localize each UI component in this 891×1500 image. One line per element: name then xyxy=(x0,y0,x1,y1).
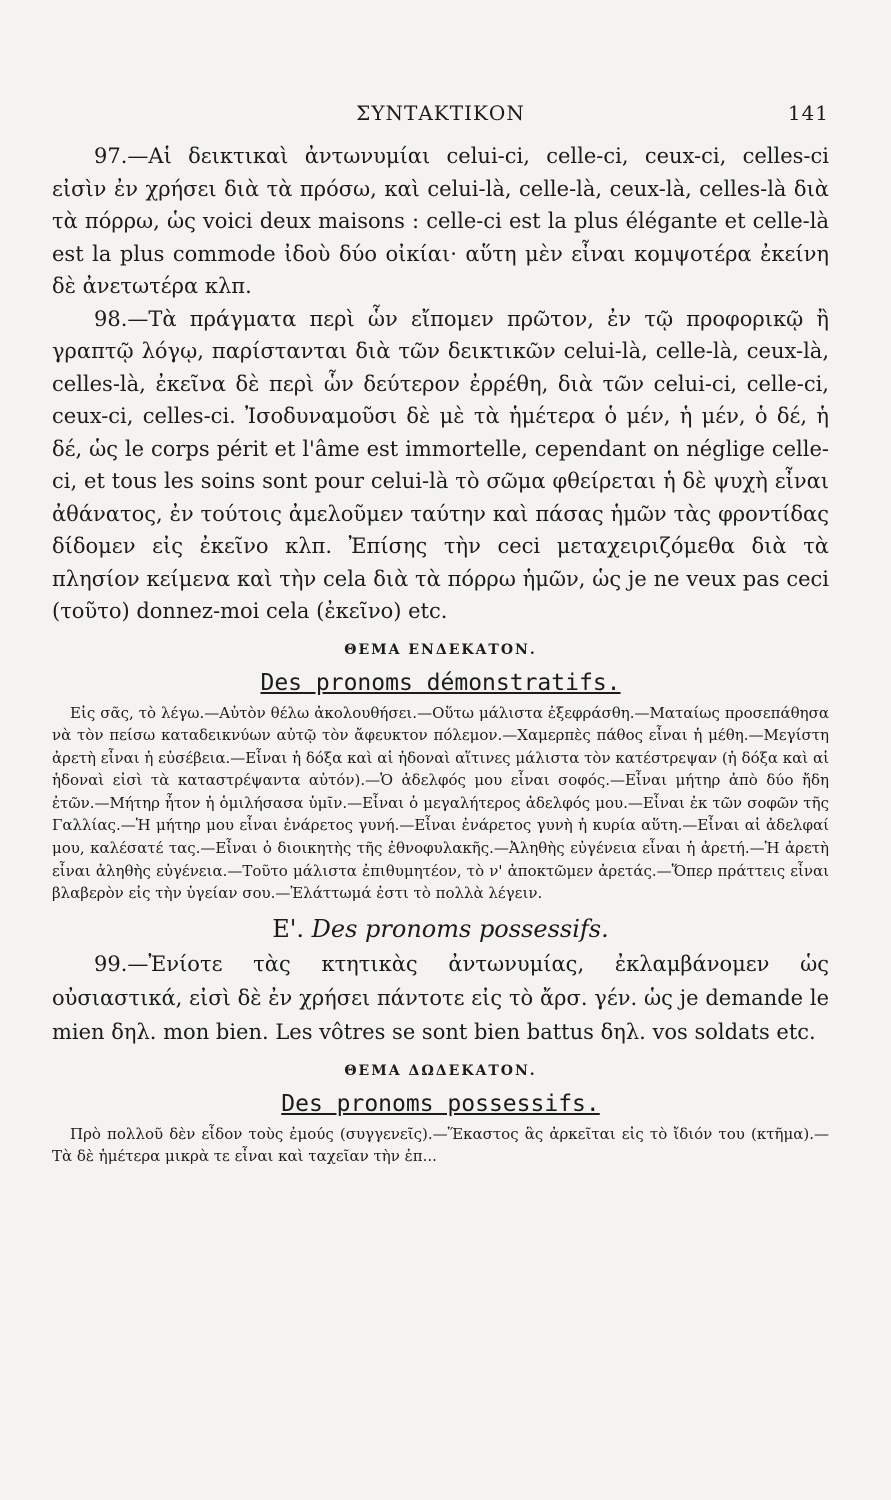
running-title: ΣΥΝΤΑΚΤΙΚΟΝ xyxy=(356,101,525,125)
page-body xyxy=(52,140,829,1178)
page-number: 141 xyxy=(787,101,829,125)
section-e-heading xyxy=(52,915,829,943)
thema-11-title: ΘΕΜΑ ΕΝΔΕΚΑΤΟΝ. xyxy=(344,641,537,658)
thema-11-exercise: Εἰς σᾶς, τὸ λέγω.—Αὐτὸν θέλω ἀκολουθήσει.—Οὕτω μάλιστα ἐξεφράσθη.—Ματαίως προσεπάθησα νὰ τὸν πείσω καταδεικνύων αὐτῷ τὸν ἄφευκτον πόλεμον.—Χαμερπὲς πάθος εἶναι ἡ μέθη.—Μεγίστη ἀρετὴ εἶναι ἡ εὐσέβεια.—Εἶναι ἡ δόξα καὶ αἱ ἡδοναὶ αἵτινες μάλιστα τὸν κατέστρεψαν (ἡ δόξα καὶ αἱ ἡδοναὶ εἰσὶ τὰ καταστρέψαντα αὐτόν).—Ὁ ἀδελφός μου εἶναι σοφός.—Εἶναι μήτηρ ἀπὸ δύο ἤδη ἐτῶν.—Μήτηρ ἦτον ἡ ὁμιλήσασα ὑμῖν.—Εἶναι ὁ μεγαλήτερος ἀδελφός μου.—Εἶναι ἐκ τῶν σοφῶν τῆς Γαλλίας.—Ἡ μήτηρ μου εἶναι ἐνάρετος γυνή.—Εἶναι ἐνάρετος γυνὴ ἡ κυρία αὕτη.—Εἶναι αἱ ἀδελφαί μου, καλέσατέ τας.—Εἶναι ὁ διοικητὴς τῆς ἐθνοφυλακῆς.—Ἀληθὴς εὐγένεια εἶναι ἡ ἀρετή.—Ἡ ἀρετὴ εἶναι ἀληθὴς εὐγένεια.—Τοῦτο μάλιστα ἐπιθυμητέον, τὸ ν' ἀποκτῶμεν ἀρετάς.—Ὅπερ πράττεις εἶναι βλαβερὸν εἰς τὴν ὑγείαν σου.—Ἐλάττωμά ἐστι τὸ πολλὰ λέγειν. xyxy=(52,703,829,903)
paragraph-97: 97.—Αἱ δεικτικαὶ ἀντωνυμίαι celui-ci, celle-ci, ceux-ci, celles-ci εἰσὶν ἐν χρήσει διὰ τὰ πρόσω, καὶ celui-là, celle-là, ceux-là, celles-là διὰ τὰ πόρρω, ὡς voici deux maisons : celle-ci est la plus élégante et celle-là est la plus commode ἰδοὺ δύο οἰκίαι· αὕτη μὲν εἶναι κομψοτέρα ἐκείνη δὲ ἀνετωτέρα κλπ. xyxy=(52,144,829,298)
thema-11-subtitle: Des pronoms démonstratifs. xyxy=(260,669,621,696)
thema-12-subtitle: Des pronoms possessifs. xyxy=(281,1090,600,1117)
paragraph-98: 98.—Τὰ πράγματα περὶ ὧν εἴπομεν πρῶτον, ἐν τῷ προφορικῷ ἢ γραπτῷ λόγῳ, παρίστανται διὰ τῶν δεικτικῶν celui-là, celle-là, ceux-là, celles-là, ἐκεῖνα δὲ περὶ ὧν δεύτερον ἐρρέθη, διὰ τῶν celui-ci, celle-ci, ceux-ci, celles-ci. Ἰσοδυναμοῦσι δὲ μὲ τὰ ἡμέτερα ὁ μέν, ἡ μέν, ὁ δέ, ἡ δέ, ὡς le corps périt et l'âme est immortelle, cependant on néglige celle-ci, et tous les soins sont pour celui-là τὸ σῶμα φθείρεται ἡ δὲ ψυχὴ εἶναι ἀθάνατος, ἐν τούτοις ἀμελοῦμεν ταύτην καὶ πάσας ἡμῶν τὰς φροντίδας δίδομεν εἰς ἐκεῖνο κλπ. Ἐπίσης τὴν ceci μεταχειριζόμεθα διὰ τὰ πλησίον κείμενα καὶ τὴν cela διὰ τὰ πόρρω ἡμῶν, ὡς je ne veux pas ceci (τοῦτο) donnez-moi cela (ἐκεῖνο) etc. xyxy=(52,306,829,623)
thema-12-title: ΘΕΜΑ ΔΩΔΕΚΑΤΟΝ. xyxy=(344,1062,537,1079)
thema-12-exercise: Πρὸ πολλοῦ δὲν εἶδον τοὺς ἐμούς (συγγενεῖς).—Ἕκαστος ἃς ἀρκεῖται εἰς τὸ ἴδιόν του (κτῆμα).—Τὰ δὲ ἡμέτερα μικρὰ τε εἶναι καὶ ταχεῖαν τὴν ἐπ... xyxy=(52,1124,829,1166)
running-head xyxy=(52,101,829,131)
section-e-letter: Ε'. xyxy=(272,914,305,943)
paragraph-99: 99.—Ἐνίοτε τὰς κτητικὰς ἀντωνυμίας, ἐκλαμβάνομεν ὡς οὐσιαστικά, εἰσὶ δὲ ἐν χρήσει πάντοτε εἰς τὸ ἄρσ. γέν. ὡς je demande le mien δηλ. mon bien. Les vôtres se sont bien battus δηλ. vos soldats etc. xyxy=(52,951,829,1044)
section-e-title: Des pronoms possessifs. xyxy=(311,914,609,943)
